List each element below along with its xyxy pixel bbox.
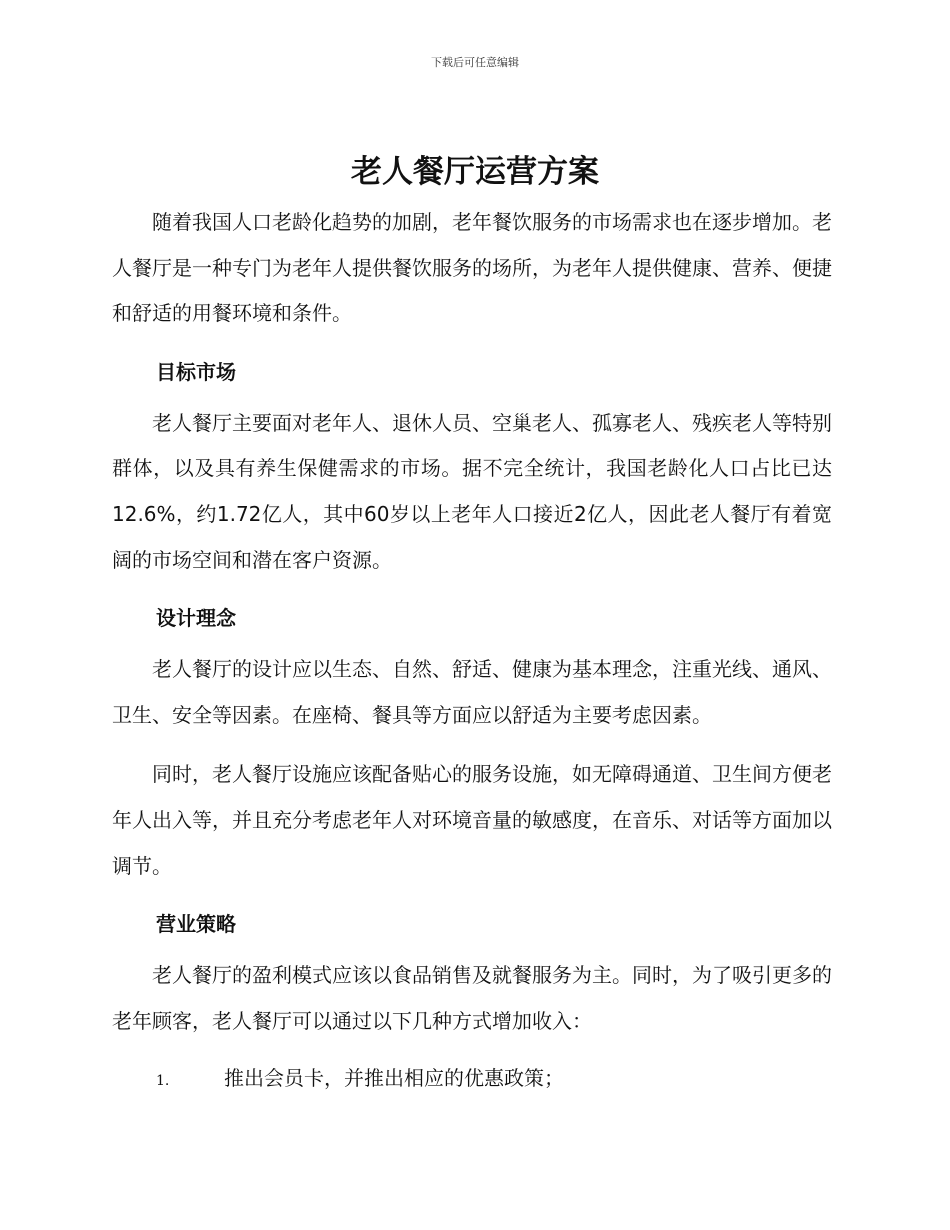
list-item-number: 1. bbox=[156, 1073, 170, 1090]
paragraph-business-strategy: 老人餐厅的盈利模式应该以食品销售及就餐服务为主。同时，为了吸引更多的老年顾客，老人餐厅可以通过以下几种方式增加收入： bbox=[112, 963, 832, 1033]
paragraph-target-market: 老人餐厅主要面对老年人、退休人员、空巢老人、孤寡老人、残疾老人等特别群体，以及具有养生保健需求的市场。据不完全统计，我国老龄化人口占比已达12.6%，约1.72亿人，其中60岁以上老年人口接近2亿人，因此老人餐厅有着宽阔的市场空间和潜在客户资源。 bbox=[112, 410, 832, 572]
document-title: 老人餐厅运营方案 bbox=[351, 154, 599, 190]
header-note: 下载后可任意编辑 bbox=[431, 56, 519, 69]
list-item bbox=[112, 1058, 832, 1101]
list-item-text: 推出会员卡，并推出相应的优惠政策； bbox=[224, 1066, 564, 1091]
paragraph-design-concept-2: 同时，老人餐厅设施应该配备贴心的服务设施，如无障碍通道、卫生间方便老年人出入等，并且充分考虑老年人对环境音量的敏感度，在音乐、对话等方面加以调节。 bbox=[112, 762, 832, 878]
document-body bbox=[112, 200, 832, 1101]
section-heading-business-strategy: 营业策略 bbox=[156, 912, 236, 937]
section-heading-target-market: 目标市场 bbox=[156, 359, 236, 384]
paragraph-design-concept-1: 老人餐厅的设计应以生态、自然、舒适、健康为基本理念，注重光线、通风、卫生、安全等因素。在座椅、餐具等方面应以舒适为主要考虑因素。 bbox=[112, 657, 832, 727]
section-heading-design-concept: 设计理念 bbox=[156, 606, 236, 631]
intro-paragraph: 随着我国人口老龄化趋势的加剧，老年餐饮服务的市场需求也在逐步增加。老人餐厅是一种专门为老年人提供餐饮服务的场所，为老年人提供健康、营养、便捷和舒适的用餐环境和条件。 bbox=[112, 210, 832, 326]
